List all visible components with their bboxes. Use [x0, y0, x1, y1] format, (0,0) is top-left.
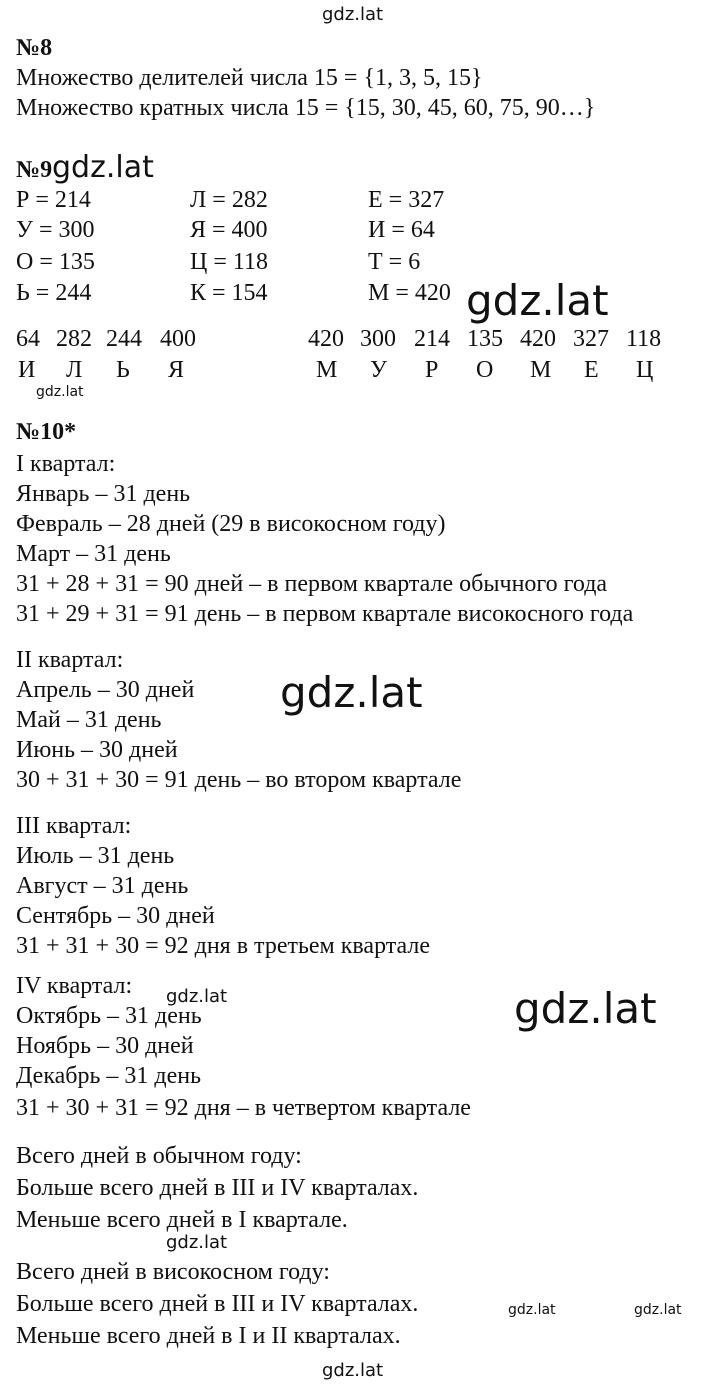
watermark: gdz.lat — [322, 4, 384, 25]
watermark: gdz.lat — [322, 1360, 384, 1381]
word1-letter: Л — [66, 357, 83, 383]
watermark: gdz.lat — [52, 150, 154, 185]
watermark: gdz.lat — [466, 276, 609, 325]
cipher-cell: М = 420 — [368, 280, 451, 306]
leap-year-least: Меньше всего дней в I и II кварталах. — [16, 1323, 401, 1349]
word2-letter: О — [476, 357, 494, 383]
word2-number: 327 — [573, 326, 609, 352]
cipher-cell: К = 154 — [190, 280, 268, 306]
watermark: gdz.lat — [280, 668, 423, 717]
task8-title: №8 — [16, 35, 53, 61]
cipher-cell: О = 135 — [16, 249, 95, 275]
cipher-cell: Л = 282 — [190, 187, 268, 213]
cipher-cell: Т = 6 — [368, 249, 421, 275]
leap-year-heading: Всего дней в високосном году: — [16, 1259, 330, 1285]
ordinary-year-most: Больше всего дней в III и IV кварталах. — [16, 1175, 419, 1201]
watermark: gdz.lat — [166, 986, 228, 1007]
word1-letter: Ь — [116, 357, 130, 383]
task8-multiples-line: Множество кратных числа 15 = {15, 30, 45, 60, 75, 90…} — [16, 95, 596, 121]
task10-title: №10* — [16, 419, 77, 445]
quarter4-sum: 31 + 30 + 31 = 92 дня – в четвертом квартале — [16, 1095, 471, 1121]
word2-number: 118 — [626, 326, 662, 352]
quarter3-line: Август – 31 день — [16, 873, 189, 899]
watermark: gdz.lat — [36, 384, 84, 400]
word2-number: 300 — [360, 326, 396, 352]
quarter1-sum-ordinary: 31 + 28 + 31 = 90 дней – в первом квартале обычного года — [16, 571, 608, 597]
word2-number: 214 — [414, 326, 450, 352]
quarter1-line: Март – 31 день — [16, 541, 171, 567]
ordinary-year-heading: Всего дней в обычном году: — [16, 1143, 302, 1169]
quarter3-sum: 31 + 31 + 30 = 92 дня в третьем квартале — [16, 933, 431, 959]
quarter2-line: Апрель – 30 дней — [16, 677, 195, 703]
quarter3-line: Июль – 31 день — [16, 843, 175, 869]
watermark: gdz.lat — [514, 984, 657, 1033]
quarter1-line: Февраль – 28 дней (29 в високосном году) — [16, 511, 446, 537]
word2-letter: Ц — [636, 357, 654, 383]
quarter2-line: Май – 31 день — [16, 707, 162, 733]
cipher-cell: Я = 400 — [190, 217, 268, 243]
cipher-cell: Р = 214 — [16, 187, 91, 213]
quarter4-line: Ноябрь – 30 дней — [16, 1033, 194, 1059]
word2-letter: Е — [584, 357, 599, 383]
task9-title: №9 — [16, 157, 53, 183]
word1-number: 244 — [106, 326, 142, 352]
quarter4-heading: IV квартал: — [16, 973, 133, 999]
cipher-cell: Ь = 244 — [16, 280, 92, 306]
word2-letter: Р — [425, 357, 439, 383]
leap-year-most: Больше всего дней в III и IV кварталах. — [16, 1291, 419, 1317]
quarter2-line: Июнь – 30 дней — [16, 737, 178, 763]
watermark: gdz.lat — [166, 1232, 228, 1253]
quarter1-sum-leap: 31 + 29 + 31 = 91 день – в первом квартале високосного года — [16, 601, 634, 627]
word1-letter: И — [18, 357, 36, 383]
quarter1-line: Январь – 31 день — [16, 481, 191, 507]
quarter3-heading: III квартал: — [16, 813, 132, 839]
word2-letter: М — [316, 357, 338, 383]
word1-number: 64 — [16, 326, 40, 352]
word1-letter: Я — [168, 357, 185, 383]
watermark: gdz.lat — [634, 1302, 682, 1318]
quarter3-line: Сентябрь – 30 дней — [16, 903, 215, 929]
cipher-cell: У = 300 — [16, 217, 95, 243]
word2-letter: М — [530, 357, 552, 383]
cipher-cell: Ц = 118 — [190, 249, 268, 275]
cipher-cell: И = 64 — [368, 217, 435, 243]
word1-number: 400 — [160, 326, 196, 352]
word2-number: 420 — [520, 326, 556, 352]
word2-number: 420 — [308, 326, 344, 352]
word2-number: 135 — [467, 326, 503, 352]
cipher-cell: Е = 327 — [368, 187, 445, 213]
task8-divisors-line: Множество делителей числа 15 = {1, 3, 5, 15} — [16, 65, 483, 91]
quarter4-line: Декабрь – 31 день — [16, 1063, 202, 1089]
watermark: gdz.lat — [508, 1302, 556, 1318]
word1-number: 282 — [56, 326, 92, 352]
word2-letter: У — [370, 357, 387, 383]
ordinary-year-least: Меньше всего дней в I квартале. — [16, 1207, 348, 1233]
quarter2-sum: 30 + 31 + 30 = 91 день – во втором квартале — [16, 767, 462, 793]
quarter2-heading: II квартал: — [16, 647, 124, 673]
quarter1-heading: I квартал: — [16, 451, 116, 477]
quarter4-line: Октябрь – 31 день — [16, 1003, 202, 1029]
